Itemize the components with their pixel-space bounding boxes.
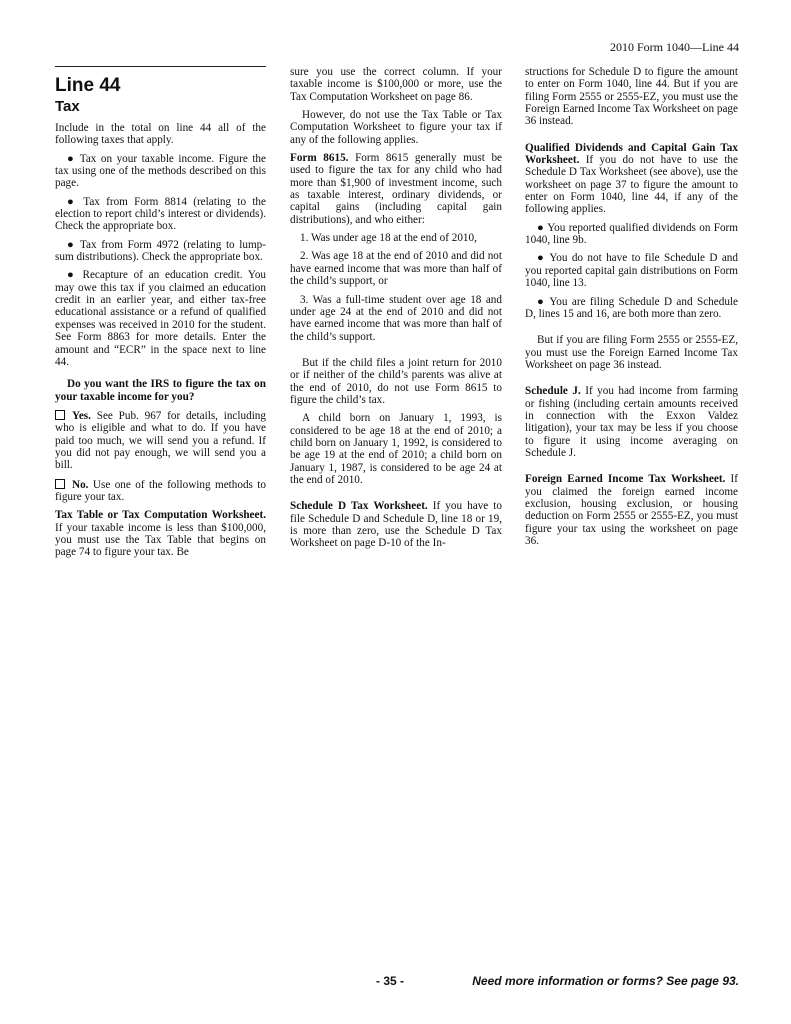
child-born-paragraph: A child born on January 1, 1993, is considered to be age 18 at the end of 2010; a child born on January 1, 1992, is considered to be age 19 at the end of 2010; a child born on January 1, 1987, is considered to be age 24 at the end of 2010.: [290, 412, 502, 486]
bullet-icon: ●: [537, 252, 546, 265]
however-paragraph: However, do not use the Tax Table or Tax Computation Worksheet to figure your tax if any of the following applies.: [290, 109, 502, 146]
bullet-item: ● You do not have to file Schedule D and you reported capital gain distributions on Form 1040, line 13.: [525, 252, 738, 290]
bullet-item: ● You are filing Schedule D and Schedule D, lines 15 and 16, are both more than zero.: [525, 295, 738, 320]
bullet-item: ● Recapture of an education credit. You may owe this tax if you claimed an education credit in an earlier year, and either tax-free educational assistance or a refund of qualified expenses was received in 2010 for the student. See Form 8863 for more details. Enter the amount and “ECR” in the space next to line 44.: [55, 269, 267, 368]
footer-note: Need more information or forms? See page 93.: [472, 974, 739, 988]
tax-table-heading: Tax Table or Tax Computation Worksheet.: [55, 509, 266, 522]
column-1: [55, 66, 266, 565]
bullet-icon: ●: [67, 152, 76, 165]
schedule-d-paragraph: Schedule D Tax Worksheet. If you have to file Schedule D and Schedule D, line 18 or 19, is more than zero, use the Schedule D Tax Worksheet on page D-10 of the In-: [290, 500, 503, 550]
continued-paragraph: structions for Schedule D to figure the amount to enter on Form 1040, line 44. But if you are filing Form 2555 or 2555-EZ, you must use the Foreign Earned Income Tax Worksheet on page 36 instead.: [525, 66, 738, 128]
form-2555-paragraph: But if you are filing Form 2555 or 2555-EZ, you must use the Foreign Earned Income Tax Worksheet on page 36 instead.: [525, 334, 738, 371]
schedule-d-heading: Schedule D Tax Worksheet.: [290, 500, 428, 513]
no-option: [55, 478, 266, 504]
foreign-earned-income-heading: Foreign Earned Income Tax Worksheet.: [525, 473, 726, 486]
yes-option: [55, 409, 266, 472]
joint-return-paragraph: But if the child files a joint return for 2010 or if neither of the child’s parents was alive at the end of 2010, do not use Form 8615 to figure the child’s tax.: [290, 356, 502, 406]
bullet-icon: ●: [67, 238, 76, 251]
list-item: 2. Was age 18 at the end of 2010 and did not have earned income that was more than half of the child’s support, or: [290, 250, 502, 288]
yes-label: Yes.: [72, 409, 91, 422]
bullet-icon: ●: [67, 195, 78, 208]
checkbox-icon: [55, 479, 65, 489]
form-8615-heading: Form 8615.: [290, 152, 349, 165]
schedule-j-paragraph: Schedule J. If you had income from farming or fishing (including certain amounts received in connection with the Exxon Valdez litigation), your tax may be less if you choose to figure it using income averaging on Schedule J.: [525, 385, 738, 459]
age-conditions-list: [290, 232, 502, 343]
irs-figure-question: Do you want the IRS to figure the tax on your taxable income for you?: [55, 378, 266, 403]
bullet-item: ● You reported qualified dividends on Form 1040, line 9b.: [525, 221, 738, 247]
schedule-j-heading: Schedule J.: [525, 385, 581, 398]
continued-paragraph: sure you use the correct column. If your taxable income is $100,000 or more, use the Tax Computation Worksheet on page 86.: [290, 66, 502, 103]
column-3: [525, 66, 738, 553]
foreign-earned-income-paragraph: Foreign Earned Income Tax Worksheet. If you claimed the foreign earned income exclusion, housing exclusion, or housing deduction on Form 2555 or 2555-EZ, you must figure your tax using the worksheet on page 36.: [525, 473, 738, 547]
qualified-dividends-paragraph: Qualified Dividends and Capital Gain Tax Worksheet. If you do not have to use the Schedule D Tax Worksheet (see above), use the worksheet on page 37 to figure the amount to enter on Form 1040, line 44, if any of the following applies.: [525, 141, 738, 216]
yes-text: See Pub. 967 for details, including who is eligible and what to do. If you have paid too much, we will send you a refund. If you did not pay enough, we will send you a bill.: [55, 409, 266, 472]
list-item: 1. Was under age 18 at the end of 2010,: [300, 232, 477, 245]
bullet-item: ● Tax from Form 8814 (relating to the election to report child’s interest or dividends). Check the appropriate box.: [55, 195, 266, 233]
section-title: Tax: [55, 98, 80, 115]
running-head: 2010 Form 1040—Line 44: [610, 40, 739, 54]
bullet-item: ● Tax on your taxable income. Figure the tax using one of the methods described on this page.: [55, 152, 266, 190]
qualified-dividends-heading: Qualified Dividends and Capital Gain Tax Worksheet.: [525, 141, 738, 167]
bullet-icon: ●: [537, 295, 546, 308]
no-label: No.: [72, 478, 89, 491]
bullet-icon: ●: [537, 221, 545, 234]
intro-paragraph: Include in the total on line 44 all of the following taxes that apply.: [55, 122, 266, 147]
checkbox-icon: [55, 410, 65, 420]
page-number: - 35 -: [376, 974, 405, 988]
column-2: [290, 66, 502, 556]
form-8615-paragraph: Form 8615. Form 8615 generally must be used to figure the tax for any child who had more than $1,900 of investment income, such as taxable interest, ordinary dividends, or capital gains (including capital gain distributions), and who either:: [290, 152, 502, 226]
line-title: Line 44: [55, 75, 121, 96]
bullet-icon: ●: [67, 269, 77, 282]
list-item: 3. Was a full-time student over age 18 and under age 24 at the end of 2010 and did not have earned income that was more than half of the child’s support.: [290, 293, 502, 343]
no-text: Use one of the following methods to figure your tax.: [55, 478, 267, 503]
bullet-item: ● Tax from Form 4972 (relating to lump-sum distributions). Check the appropriate box.: [55, 238, 266, 264]
tax-table-paragraph: Tax Table or Tax Computation Worksheet. If your taxable income is less than $100,000, you must use the Tax Table that begins on page 74 to figure your tax. Be: [55, 509, 266, 559]
